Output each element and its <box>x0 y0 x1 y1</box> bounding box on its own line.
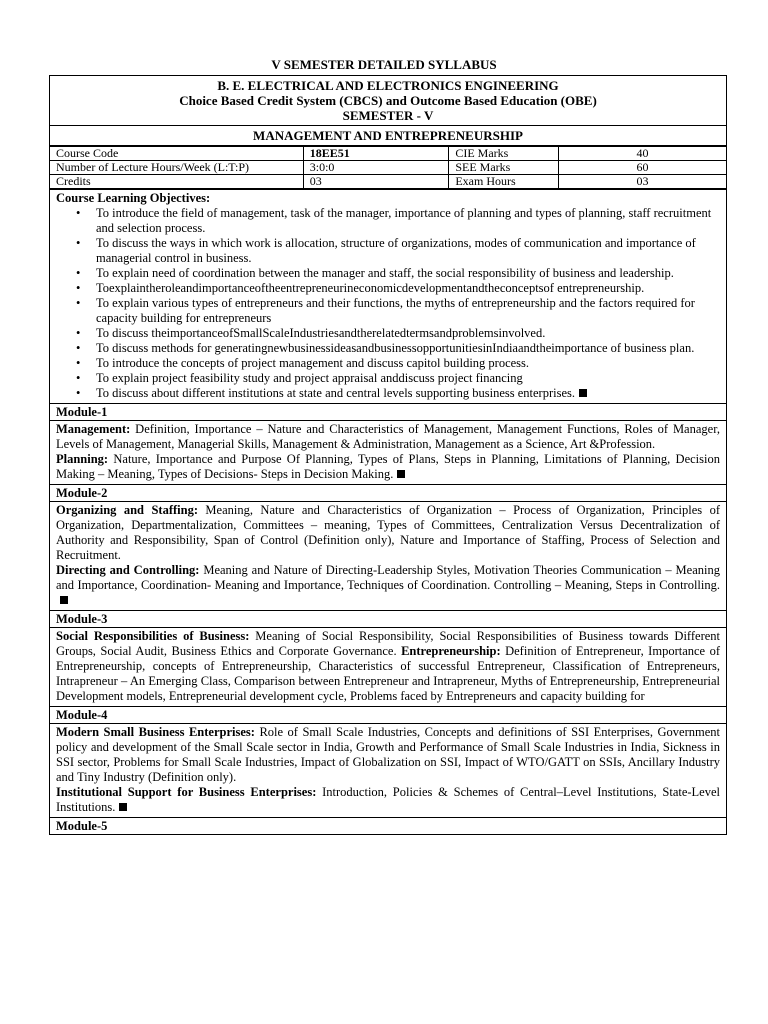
module-paragraph <box>56 629 720 704</box>
topic-heading: Modern Small Business Enterprises: <box>56 725 255 739</box>
list-item: • Toexplaintheroleandimportanceoftheentrepreneurineconomicdevelopmentandtheconceptsof entrepreneurship. <box>96 281 720 296</box>
topic-heading: Institutional Support for Business Enterprises: <box>56 785 317 799</box>
table-row <box>50 161 726 175</box>
module-paragraph <box>56 452 720 482</box>
module-2-content <box>50 502 726 611</box>
info-value: 3:0:0 <box>303 161 449 175</box>
info-label: Course Code <box>50 147 303 161</box>
end-marker-icon <box>60 596 68 604</box>
topic-text: Introduction, Policies & Schemes of Central–Level Institutions, State-Level Institutions. <box>56 785 720 814</box>
end-marker-icon <box>397 470 405 478</box>
info-value: 03 <box>303 175 449 189</box>
module-2-title: Module-2 <box>50 485 726 502</box>
program-scheme: Choice Based Credit System (CBCS) and Outcome Based Education (OBE) <box>179 93 597 108</box>
info-value: 03 <box>559 175 726 189</box>
module-paragraph <box>56 563 720 608</box>
program-name: B. E. ELECTRICAL AND ELECTRONICS ENGINEERING <box>217 78 559 93</box>
module-3-title: Module-3 <box>50 611 726 628</box>
topic-text: Definition, Importance – Nature and Characteristics of Management, Management Functions, Roles of Manager, Levels of Management, Managerial Skills, Management & Administration, Management as a Science, Art &Profession. <box>56 422 720 451</box>
module-paragraph <box>56 785 720 815</box>
topic-text: Definition of Entrepreneur, Importance of Entrepreneurship, concepts of Entrepreneurship, Characteristics of successful Entrepreneur, Classification of Entrepreneurs, Intrapreneur – An Emerging Class, Comparison between Entrepreneur and Intrapreneur, Myths of Entrepreneurship, Entrepreneurial Development models, Entrepreneurial development cycle, Problems faced by Entrepreneurs and capacity building for <box>56 644 720 703</box>
objective-text: To discuss about different institutions at state and central levels supporting business enterprises. <box>96 386 576 400</box>
module-paragraph <box>56 725 720 785</box>
objectives-list <box>56 206 720 401</box>
table-row <box>50 175 726 189</box>
module-1-title: Module-1 <box>50 404 726 421</box>
topic-heading: Management: <box>56 422 131 436</box>
end-marker-icon <box>579 389 587 397</box>
table-row <box>50 147 726 161</box>
syllabus-table <box>49 75 727 835</box>
module-1-content <box>50 421 726 485</box>
topic-heading: Entrepreneurship: <box>401 644 501 658</box>
module-5-title: Module-5 <box>56 819 108 833</box>
topic-text: Meaning, Nature and Characteristics of Organization – Process of Organization, Principles of Organization, Departmentalization, Committees – meaning, Types of Committees, Centralization Versus Decentralization of Authority and Responsibility, Span of Control (Definition only), Nature and Importance of Staffing, Process of Selection and Recruitment. <box>56 503 720 562</box>
module-paragraph <box>56 422 720 452</box>
module-3-content <box>50 628 726 707</box>
topic-text: Role of Small Scale Industries, Concepts and definitions of SSI Enterprises, Government policy and development of the Small Scale sector in India, Growth and Performance of Small Scale Industries in India, Sickness in SSI sector, Problems for Small Scale Industries, Impact of Globalization on SSI, Impact of WTO/GATT on SSIs, Ancillary Industry and Tiny Industry (Definition only). <box>56 725 720 784</box>
list-item: • To explain need of coordination between the manager and staff, the social responsibility of business and leadership. <box>96 266 720 281</box>
list-item: • To discuss theimportanceofSmallScaleIndustriesandtherelatedtermsandproblemsinvolved. <box>96 326 720 341</box>
list-item: • To explain various types of entrepreneurs and their functions, the myths of entrepreneurship and the factors required for capacity building for entrepreneurs <box>96 296 720 326</box>
info-label: Number of Lecture Hours/Week (L:T:P) <box>50 161 303 175</box>
learning-objectives <box>50 189 726 404</box>
topic-text: Meaning of Social Responsibility, Social Responsibilities of Business towards Different Groups, Social Audit, Business Ethics and Corporate Governance. <box>56 629 720 658</box>
list-item <box>96 386 720 401</box>
list-item: • To explain project feasibility study and project appraisal anddiscuss project financing <box>96 371 720 386</box>
info-label: CIE Marks <box>449 147 559 161</box>
list-item: • To introduce the field of management, task of the manager, importance of planning and types of planning, staff recruitment and selection process. <box>96 206 720 236</box>
list-item: • To discuss the ways in which work is allocation, structure of organizations, modes of communication and importance of managerial control in business. <box>96 236 720 266</box>
info-label: SEE Marks <box>449 161 559 175</box>
topic-text: Nature, Importance and Purpose Of Planning, Types of Plans, Steps in Planning, Limitations of Planning, Decision Making – Meaning, Types of Decisions- Steps in Decision Making. <box>56 452 720 481</box>
semester-label: SEMESTER - V <box>342 108 434 123</box>
info-label: Exam Hours <box>449 175 559 189</box>
topic-heading: Social Responsibilities of Business: <box>56 629 250 643</box>
topic-heading: Directing and Controlling: <box>56 563 200 577</box>
info-label: Credits <box>50 175 303 189</box>
course-title: MANAGEMENT AND ENTREPRENEURSHIP <box>50 126 726 146</box>
list-item: • To discuss methods for generatingnewbusinessideasandbusinessopportunitiesinIndiaandtheimportance of business plan. <box>96 341 720 356</box>
topic-text: Meaning and Nature of Directing-Leadership Styles, Motivation Theories Communication – Meaning and Importance, Coordination- Meaning and Importance, Techniques of Coordination. Controlling – Meaning, Steps in Controlling. <box>56 563 720 592</box>
course-info-table <box>50 146 726 189</box>
topic-heading: Organizing and Staffing: <box>56 503 198 517</box>
module-paragraph <box>56 503 720 563</box>
info-value: 18EE51 <box>303 147 449 161</box>
page-title: V SEMESTER DETAILED SYLLABUS <box>271 57 497 72</box>
module-4-content <box>50 724 726 818</box>
topic-heading: Planning: <box>56 452 109 466</box>
program-header <box>50 76 726 126</box>
list-item: • To introduce the concepts of project management and discuss capitol building process. <box>96 356 720 371</box>
objectives-heading: Course Learning Objectives: <box>56 191 211 205</box>
end-marker-icon <box>119 803 127 811</box>
info-value: 40 <box>559 147 726 161</box>
module-4-title: Module-4 <box>50 707 726 724</box>
info-value: 60 <box>559 161 726 175</box>
